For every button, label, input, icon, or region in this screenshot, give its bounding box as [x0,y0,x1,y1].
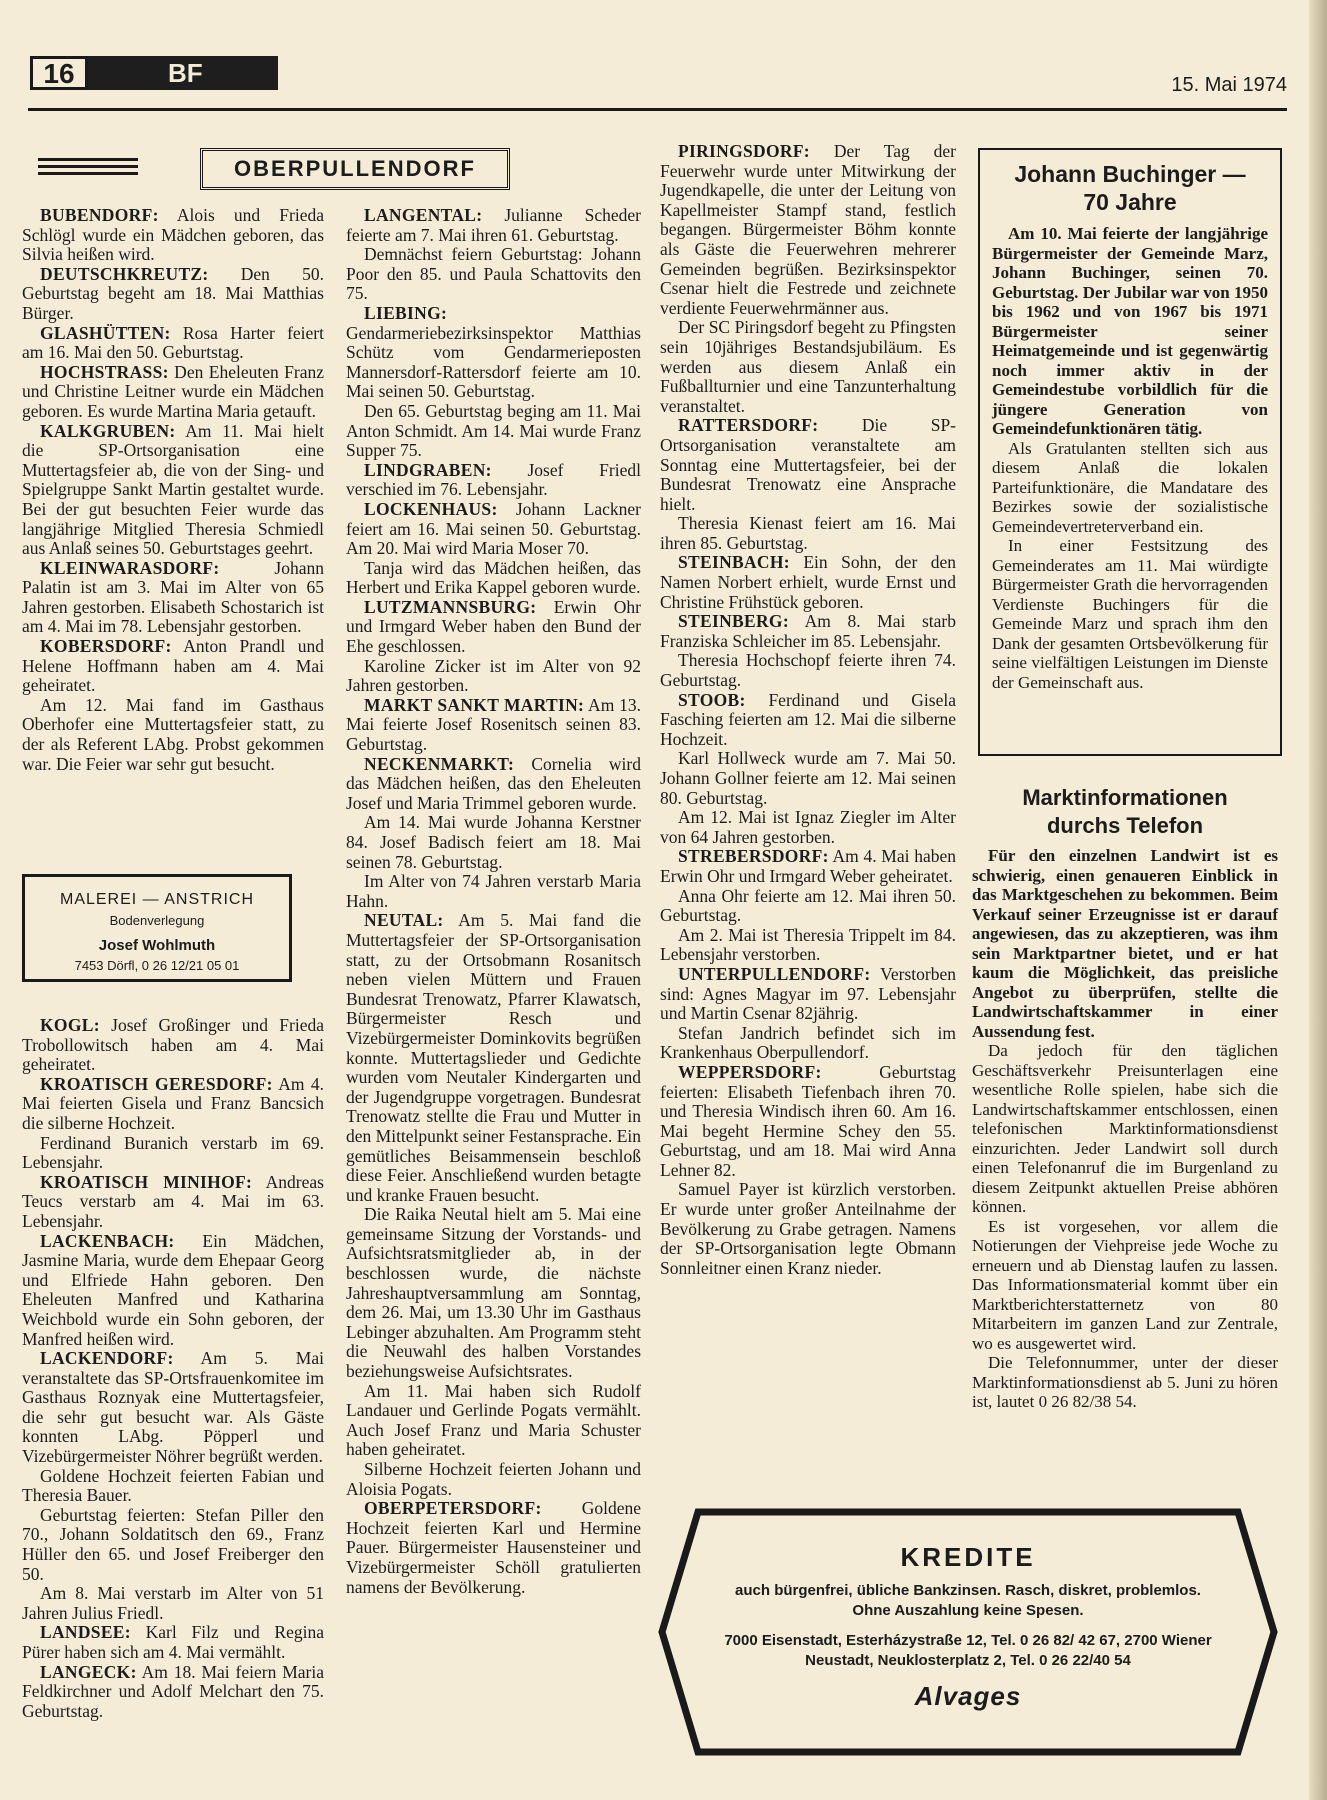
column-2 [346,206,641,1597]
news-item [660,651,956,690]
news-item [346,1205,641,1381]
place-name: LACKENBACH: [40,1230,175,1251]
place-name: PIRINGSDORF: [678,141,810,161]
item-text: Julianne Scheder feierte am 7. Mai ihren 61. Geburtstag. [346,205,641,245]
news-item [660,808,956,847]
item-text: Am 8. Mai starb Franziska Schleicher im 85. Lebensjahr. [660,611,956,651]
item-text: Ferdinand Buranich verstarb im 69. Lebensjahr. [22,1132,324,1173]
page-edge-shadow [1309,0,1327,1800]
item-text: Theresia Hochschopf feierte ihren 74. Geburtstag. [660,650,956,691]
item-text: Geburtstag feierten: Elisabeth Tiefenbach ihren 70. und Theresia Windisch ihren 60. Am 16. Mai begeht Hermine Schey den 55. Geburtstag, und am 18. Mai wird Anna Lehner 82. [660,1061,956,1180]
item-text: Am 13. Mai feierte Josef Rosenitsch seinen 83. Geburtstag. [346,694,641,755]
news-item [22,1584,324,1623]
news-item [660,847,956,886]
news-item [660,691,956,750]
news-item [660,887,956,926]
item-text: Die Raika Neutal hielt am 5. Mai eine gemeinsame Sitzung der Vorstands- und Aufsichtsratsmitglieder ab, in der beschlossen wurde, die nächste Jahreshauptversammlung am Sonntag, dem 26. Mai, um 13.30 Uhr im Gasthaus Lebinger abzuhalten. Am Programm steht die Neuwahl des halben Vorstandes beziehungsweise Aufsichtsrates. [346,1204,641,1382]
place-name: LACKENDORF: [40,1348,174,1369]
news-item [22,1134,324,1173]
news-item [22,1016,324,1075]
news-item [22,1232,324,1350]
header-rule [28,108,1287,111]
item-text: Am 11. Mai haben sich Rudolf Landauer und Gerlinde Pogats vermählt. Auch Josef Franz und Maria Schuster haben geheiratet. [346,1380,641,1460]
news-item [660,416,956,514]
place-name: HOCHSTRASS: [40,361,169,382]
item-text: Johann Palatin ist am 3. Mai im Alter von 65 Jahren gestorben. Elisabeth Schostarich ist am 4. Mai im 78. Lebensjahr gestorben. [22,557,324,637]
item-text: Josef Friedl verschied im 76. Lebensjahr. [346,459,641,500]
item-text: Am 5. Mai fand die Muttertagsfeier der SP-Ortsorganisation statt, zu der Ortsobmann Rosanitsch neben vielen Müttern und Frauen Bundesrat Trenowatz, Pfarrer Klawatsch, Bürgermeister Resch und Vizebürgermeister Dominkovits begrüßen konnte. Muttertagslieder und Gedichte wurden vom Neutaler Kindergarten und der Jugendgruppe vorgetragen. Bundesrat Trenowatz stellte die Frau und Mutter in den Mittelpunkt seiner Festansprache. Ein gemütliches Beisammensein beschloß diese Feier. Anschließend wurden betagte und kranke Frauen besucht. [346,910,641,1205]
item-text: Samuel Payer ist kürzlich verstorben. Er wurde unter großer Anteilnahme der Bevölkerung zu Grabe getragen. Namens der SP-Ortsorganisation legte Obmann Sonnleitner einen Kranz nieder. [660,1179,956,1278]
place-name: LANGECK: [40,1661,137,1682]
place-name: LUTZMANNSBURG: [364,596,537,617]
ad-malerei-address: 7453 Dörfl, 0 26 12/21 05 01 [74,958,240,973]
item-text: Josef Großinger und Frieda Trobollowitsch haben am 4. Mai geheiratet. [22,1015,324,1075]
place-name: KOBERSDORF: [40,636,172,657]
item-text: Am 11. Mai hielt die SP-Ortsorganisation eine Muttertagsfeier ab, die von der Sing- und Spielgruppe Sankt Martin gestaltet wurde. Bei der gut besuchten Feier wurde das langjährige Mitglied Theresia Schmiedl aus Anlaß seines 50. Geburtstages geehrt. [22,420,324,559]
item-text: Karl Hollweck wurde am 7. Mai 50. Johann Gollner feierte am 12. Mai seinen 80. Geburtstag. [660,748,956,808]
news-item [22,1075,324,1134]
item-text: Am 12. Mai ist Ignaz Ziegler im Alter von 64 Jahren gestorben. [660,807,956,847]
news-item [22,559,324,637]
item-text: Demnächst feiern Geburtstag: Johann Poor den 85. und Paula Schattovits den 75. [346,244,641,304]
item-text: Den 65. Geburtstag beging am 11. Mai Anton Schmidt. Am 14. Mai wurde Franz Supper 75. [346,400,641,461]
ad-kredite [658,1508,1278,1756]
ad-malerei-sub: Bodenverlegung [109,913,205,928]
item-text: Goldene Hochzeit feierten Karl und Hermine Pauer. Bürgermeister Hausensteiner und Vizebürgermeister Schöll gratulierten namens der Bevölkerung. [346,1498,641,1597]
item-text: Im Alter von 74 Jahren verstarb Maria Hahn. [346,871,641,911]
news-item [346,657,641,696]
news-item [346,206,641,245]
news-item [346,1382,641,1460]
item-text: Am 8. Mai verstarb im Alter von 51 Jahren Julius Friedl. [22,1583,324,1623]
item-text: Anton Prandl und Helene Hoffmann haben am 4. Mai geheiratet. [22,636,324,696]
news-item [346,461,641,500]
place-name: WEPPERSDORF: [678,1061,822,1082]
news-item [660,514,956,553]
news-item [660,318,956,416]
place-name: OBERPETERSDORF: [364,1498,542,1519]
section-heading [38,148,478,190]
item-text: Der SC Piringsdorf begeht zu Pfingsten sein 10jähriges Bestandsjubiläum. Es werden aus diesem Anlaß ein Fußballturnier und eine Tanzunterhaltung veranstaltet. [660,317,956,416]
news-item [22,363,324,422]
buchinger-lead: Am 10. Mai feierte der langjährige Bürgermeister der Gemeinde Marz, Johann Buchinger, seinen 70. Geburtstag. Der Jubilar war von 1950 bis 1962 und von 1967 bis 1971 Bürgermeister seiner Heimatgemeinde und ist gegenwärtig noch immer aktiv in der Gemeindestube vorbildlich für die jüngere Generation von Gemeindefunktionären tätig. [992,224,1268,438]
item-text: Am 2. Mai ist Theresia Trippelt im 84. Lebensjahr verstorben. [660,924,956,965]
place-name: LOCKENHAUS: [364,498,498,519]
place-name: KALKGRUBEN: [40,420,176,441]
place-name: NECKENMARKT: [364,753,515,774]
markt-paragraph: Die Telefonnummer, unter der dieser Marktinformationsdienst ab 5. Juni zu hören ist, lautet 0 26 82/38 54. [972,1353,1278,1411]
place-name: NEUTAL: [364,910,444,931]
place-name: MARKT SANKT MARTIN: [364,694,585,715]
item-text: Stefan Jandrich befindet sich im Krankenhaus Oberpullendorf. [660,1022,956,1063]
place-name: STEINBERG: [678,611,789,632]
item-text: Alois und Frieda Schlögl wurde ein Mädchen geboren, das Silvia heißen wird. [22,205,324,265]
column-1-top [22,206,324,774]
news-item [346,1499,641,1597]
ad-kredite-brand: Alvages [914,1681,1022,1711]
markt-paragraph: Es ist vorgesehen, vor allem die Notierungen der Viehpreise jede Woche zu erneuern und ab Dienstag laufen zu lassen. Das Informationsmaterial kommt über ein Marktberichterstatternetz von 80 Mitarbeitern im ganzen Land zur Zentrale, wo es ausgewertet wird. [972,1216,1278,1353]
news-item [22,637,324,696]
item-text: Den Eheleuten Franz und Christine Leitner wurde ein Mädchen geboren. Es wurde Martina Maria getauft. [22,361,324,421]
item-text: Am 12. Mai fand im Gasthaus Oberhofer eine Muttertagsfeier statt, zu der als Referent LAbg. Probst gekommen war. Die Feier war sehr gut besucht. [22,694,324,774]
item-text: Gendarmeriebezirksinspektor Matthias Schütz vom Gendarmerieposten Mannersdorf-Rattersdorf feierte am 10. Mai seinen 50. Geburtstag. [346,322,641,402]
buchinger-paragraph: In einer Festsitzung des Gemeinderates am 11. Mai würdigte Bürgermeister Grath die hervorragenden Verdienste Buchingers für die Gemeinde Marz und sprach ihm den Dank der gesamten Ortsbevölkerung für seine vielfältigen Leistungen im Dienste der Gemeinschaft aus. [992,536,1268,692]
news-item [660,965,956,1024]
place-name: LIEBING: [364,302,448,323]
news-item [22,265,324,324]
news-item [660,926,956,965]
news-item [22,422,324,559]
buchinger-title-2: 70 Jahre [1083,189,1177,215]
column-3 [660,142,956,1278]
place-name: LANGENTAL: [364,205,483,225]
item-text: Ein Mädchen, Jasmine Maria, wurde dem Ehepaar Georg und Elfriede Hahn geboren. Den Eheleuten Manfred und Katharina Weichbold wurde ein Sohn geboren, der Manfred heißen wird. [22,1230,324,1349]
news-item [660,749,956,808]
item-text: Geburtstag feierten: Stefan Piller den 70., Johann Soldatitsch den 69., Franz Hüller den 65. und Josef Freiberger den 50. [22,1504,324,1584]
item-text: Silberne Hochzeit feierten Johann und Aloisia Pogats. [346,1459,641,1499]
news-item [346,696,641,755]
item-text: Rosa Harter feiert am 16. Mai den 50. Geburtstag. [22,322,324,363]
item-text: Karoline Zicker ist im Alter von 92 Jahren gestorben. [346,655,641,696]
item-text: Goldene Hochzeit feierten Fabian und Theresia Bauer. [22,1465,324,1506]
section-tag: BF [88,56,278,90]
item-text: Verstorben sind: Agnes Magyar im 97. Lebensjahr und Martin Csenar 82jährig. [660,963,956,1024]
news-item [346,304,641,402]
ad-malerei [22,874,292,982]
news-item [660,612,956,651]
place-name: STOOB: [678,689,746,710]
news-item [22,1467,324,1506]
news-item [346,911,641,1205]
ad-kredite-terms: auch bürgenfrei, übliche Bankzinsen. Rasch, diskret, problemlos. Ohne Auszahlung keine Spesen. [735,1582,1201,1619]
news-item [22,1623,324,1662]
place-name: LANDSEE: [40,1622,131,1643]
place-name: STREBERSDORF: [678,846,829,867]
news-item [346,245,641,304]
ad-malerei-name: Josef Wohlmuth [98,937,216,954]
news-item [22,696,324,774]
news-item [660,553,956,612]
item-text: Johann Lackner feiert am 16. Mai seinen 50. Geburtstag. Am 20. Mai wird Maria Moser 70. [346,498,641,559]
item-text: Tanja wird das Mädchen heißen, das Herbert und Erika Kappel geboren wurde. [346,557,641,598]
item-text: Anna Ohr feierte am 12. Mai ihren 50. Geburtstag. [660,885,956,926]
news-item [22,1349,324,1467]
place-name: KROATISCH GERESDORF: [40,1073,273,1094]
news-item [346,402,641,461]
news-item [346,813,641,872]
item-text: Am 14. Mai wurde Johanna Kerstner 84. Josef Badisch feiert am 18. Mai seinen 78. Geburtstag. [346,812,641,872]
place-name: STEINBACH: [678,552,790,573]
buchinger-title-1: Johann Buchinger — [1014,161,1246,187]
item-text: Andreas Teucs verstarb am 4. Mai im 63. Lebensjahr. [22,1171,324,1231]
ad-kredite-address: 7000 Eisenstadt, Esterházystraße 12, Tel. 0 26 82/ 42 67, 2700 Wiener Neustadt, Neuklosterplatz 2, Tel. 0 26 22/40 54 [724,1632,1212,1669]
news-item [346,598,641,657]
item-text: Am 4. Mai feierten Gisela und Franz Bancsich die silberne Hochzeit. [22,1073,324,1133]
news-item [660,1024,956,1063]
place-name: RATTERSDORF: [678,415,819,436]
item-text: Cornelia wird das Mädchen heißen, das den Eheleuten Josef und Maria Trimmel geboren wurde. [346,753,641,813]
markt-paragraph: Da jedoch für den täglichen Geschäftsverkehr Preisunterlagen eine wesentliche Rolle spielen, habe sich die Landwirtschaftskammer entschlossen, einen telefonischen Marktinformationsdienst einzurichten. Jeder Landwirt soll durch einen Telefonanruf die im Burgenland zu diesem Zeitpunkt aktuellen Preise abhören können. [972,1041,1278,1216]
section-title: OBERPULLENDORF [200,148,510,190]
news-item [22,206,324,265]
column-1-bottom [22,1016,324,1721]
news-item [22,1506,324,1584]
news-item [346,500,641,559]
news-item [346,559,641,598]
heading-rule-left [38,158,138,178]
news-item [660,142,956,318]
item-text: Den 50. Geburtstag begeht am 18. Mai Matthias Bürger. [22,263,324,323]
place-name: UNTERPULLENDORF: [678,963,871,984]
place-name: KOGL: [40,1015,100,1035]
news-item [346,872,641,911]
item-text: Erwin Ohr und Irmgard Weber haben den Bund der Ehe geschlossen. [346,596,641,657]
item-text: Karl Filz und Regina Pürer haben sich am 4. Mai vermählt. [22,1622,324,1662]
place-name: KROATISCH MINIHOF: [40,1171,253,1192]
page-number: 16 [30,56,88,90]
item-text: Ein Sohn, der den Namen Norbert erhielt, wurde Ernst und Christine Frühstück geboren. [660,552,956,612]
news-item [22,1663,324,1722]
place-name: DEUTSCHKREUTZ: [40,263,209,284]
item-text: Am 5. Mai veranstaltete das SP-Ortsfrauenkomitee im Gasthaus Roznyak eine Muttertagsfeier, die sehr gut besucht war. Als Gäste konnten LAbg. Pöpperl und Vizebürgermeister Nöhrer begrüßt werden. [22,1348,324,1467]
buchinger-paragraph: Als Gratulanten stellten sich aus diesem Anlaß die lokalen Parteifunktionäre, die Mandatare des Bezirkes sowie der sozialistische Gemeindevertreterverband ein. [992,438,1268,536]
item-text: Der Tag der Feuerwehr wurde unter Mitwirkung der Jugendkapelle, die unter der Leitung von Kapellmeister Stampf stand, festlich begangen. Bürgermeister Böhm konnte als Gäste die Feuerwehren mehrerer Gemeinden begrüßen. Bezirksinspektor Csenar hielt die Festrede und zeichnete verdiente Feuerwehrmänner aus. [660,141,956,318]
place-name: BUBENDORF: [40,205,159,225]
place-name: LINDGRABEN: [364,459,492,480]
news-item [346,1460,641,1499]
news-item [22,324,324,363]
news-item [660,1063,956,1181]
markt-article [972,784,1278,1412]
markt-title-1: Marktinformationen [1022,785,1228,810]
news-item [660,1180,956,1278]
item-text: Die SP-Ortsorganisation veranstaltete am Sonntag eine Muttertagsfeier, bei der Bundesrat Trenowatz eine Ansprache hielt. [660,415,956,514]
item-text: Am 4. Mai haben Erwin Ohr und Irmgard Weber geheiratet. [660,846,956,886]
issue-date: 15. Mai 1974 [1171,74,1287,96]
item-text: Ferdinand und Gisela Fasching feierten am 12. Mai die silberne Hochzeit. [660,689,956,749]
news-item [346,755,641,814]
ad-malerei-title: MALEREI — ANSTRICH [59,891,255,908]
place-name: GLASHÜTTEN: [40,322,171,343]
item-text: Am 18. Mai feiern Maria Feldkirchner und Adolf Melchart den 75. Geburtstag. [22,1661,324,1721]
place-name: KLEINWARASDORF: [40,557,220,578]
buchinger-article [978,148,1282,756]
markt-title-2: durchs Telefon [1046,813,1204,838]
news-item [22,1173,324,1232]
item-text: Theresia Kienast feiert am 16. Mai ihren 85. Geburtstag. [660,513,956,553]
ad-kredite-title: KREDITE [900,1542,1036,1572]
markt-lead: Für den einzelnen Landwirt ist es schwierig, einen genaueren Einblick in das Marktgeschehen zu bekommen. Beim Verkauf seiner Erzeugnisse ist er darauf angewiesen, das zu akzeptieren, was ihm sein Marktpartner bietet, und er hat kaum die Möglichkeit, das preisliche Angebot zu überprüfen, stellte die Landwirtschaftskammer in einer Aussendung fest. [972,846,1278,1041]
